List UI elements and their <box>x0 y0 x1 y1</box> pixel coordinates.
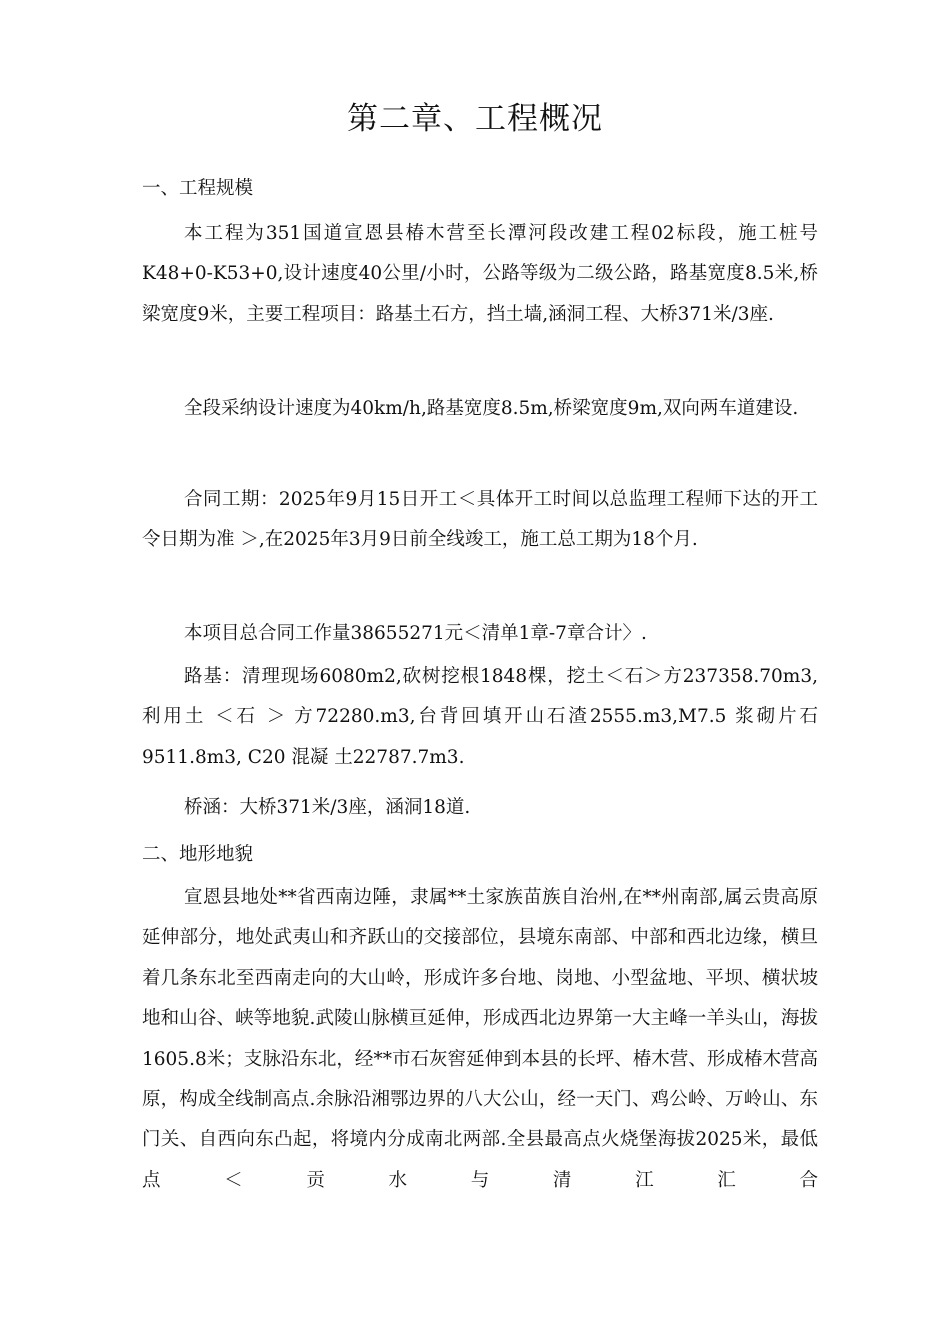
page-title: 第二章、工程概况 <box>347 101 603 137</box>
paragraph-project-overview: 本工程为351国道宣恩县椿木营至长潭河段改建工程02标段，施工桩号K48+0-K53+0,设计速度40公里/小时，公路等级为二级公路，路基宽度8.5米,桥梁宽度9米，主要工程项目：路基土石方，挡土墙,涵洞工程、大桥371米/3座. <box>142 223 818 325</box>
paragraph-subgrade-quantities: 路基：清理现场6080m2,砍树挖根1848棵，挖土＜石＞方237358.70m3,利用土 ＜石 ＞ 方72280.m3,台背回填开山石渣2555.m3,M7.5 浆砌片石 9511.8m3, C20 混凝 土22787.7m3. <box>142 666 818 768</box>
paragraph-contract-amount: 本项目总合同工作量38655271元＜清单1章-7章合计〉. <box>184 623 647 644</box>
paragraph-bridges-culverts: 桥涵：大桥371米/3座，涵洞18道. <box>184 797 471 818</box>
section-heading-terrain: 二、地形地貌 <box>142 844 254 865</box>
paragraph-design-speed: 全段采纳设计速度为40km/h,路基宽度8.5m,桥梁宽度9m,双向两车道建设. <box>184 398 799 419</box>
paragraph-terrain-description: 宣恩县地处**省西南边陲，隶属**土家族苗族自治州,在**州南部,属云贵高原延伸部分，地处武夷山和齐跃山的交接部位，县境东南部、中部和西北边缘，横旦着几条东北至西南走向的大山岭，形成许多台地、岗地、小型盆地、平坝、横状坡地和山谷、峡等地貌.武陵山脉横亘延伸，形成西北边界第一大主峰一羊头山，海拔1605.8米；支脉沿东北，经**市石灰窖延伸到本县的长坪、椿木营、形成椿木营高原，构成全线制高点.余脉沿湘鄂边界的八大公山，经一天门、鸡公岭、万岭山、东门关、自西向东凸起，将境内分成南北两部.全县最高点火烧堡海拔2025米，最低点＜贡水与清江汇合 <box>142 887 818 1191</box>
section-heading-scale: 一、工程规模 <box>142 178 254 199</box>
paragraph-contract-period: 合同工期：2025年9月15日开工＜具体开工时间以总监理工程师下达的开工令日期为准 ＞,在2025年3月9日前全线竣工，施工总工期为18个月. <box>142 489 818 551</box>
